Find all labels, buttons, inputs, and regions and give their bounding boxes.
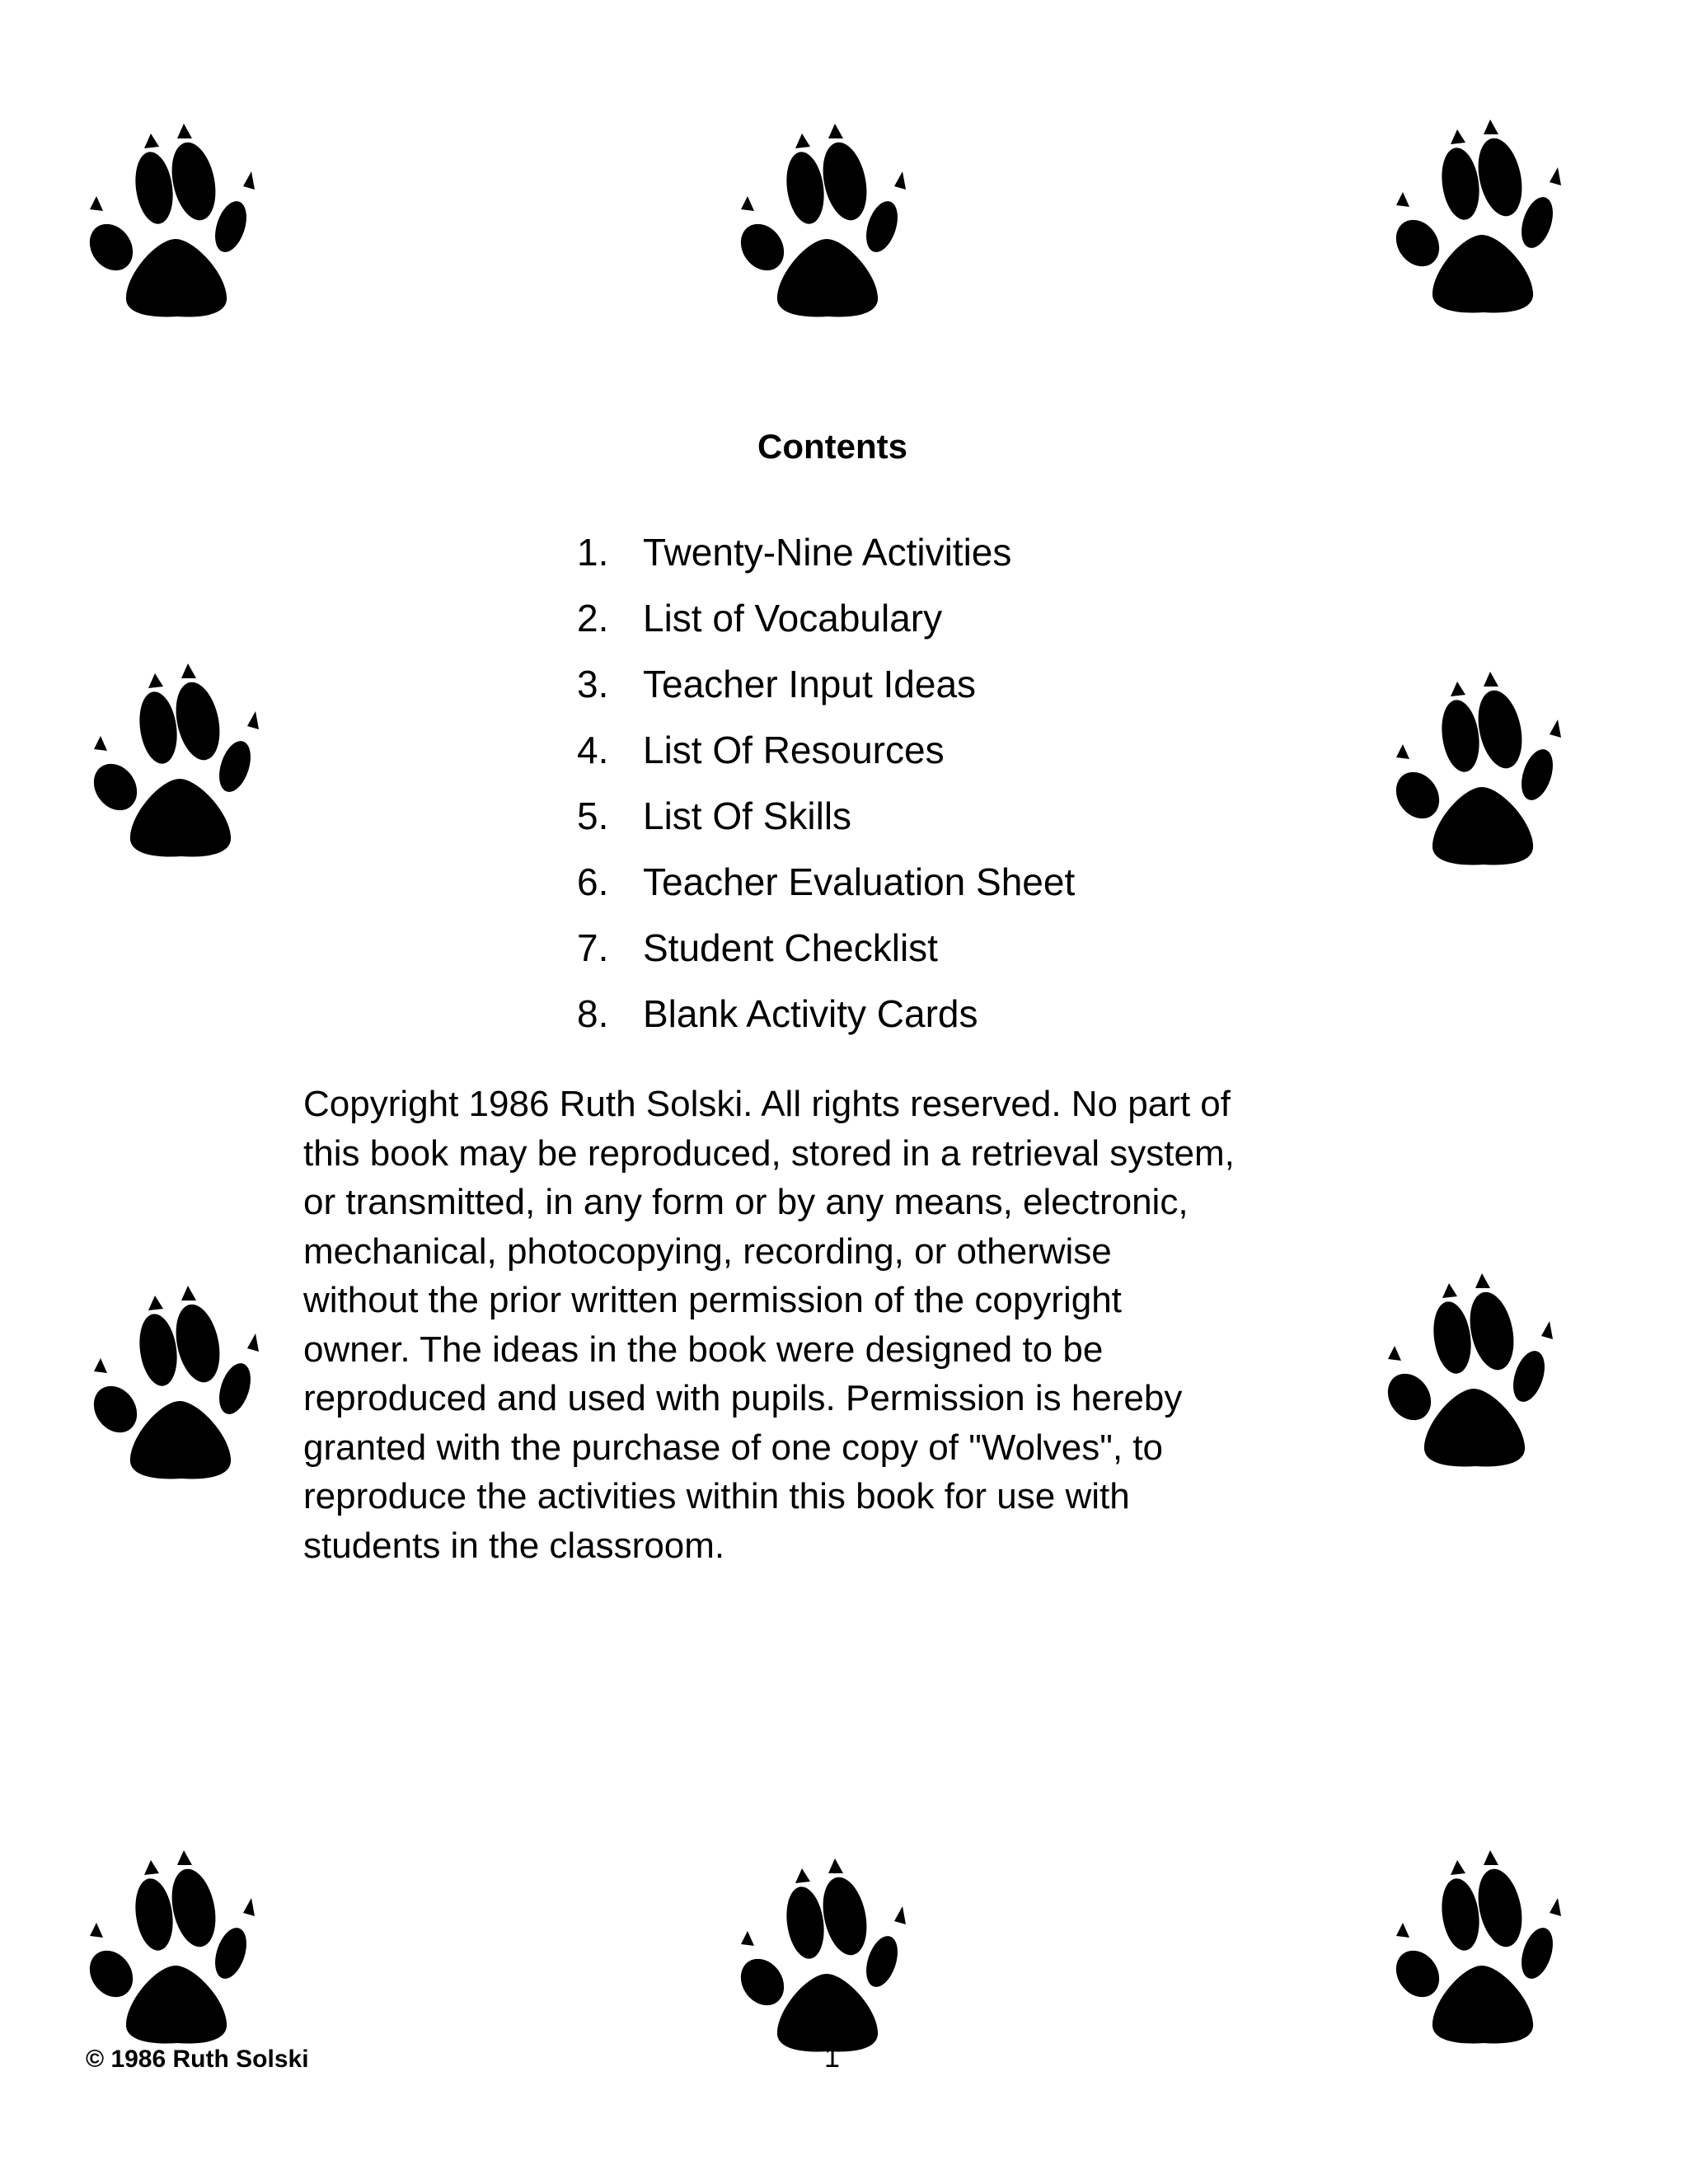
contents-title: Contents <box>757 427 907 466</box>
toc-item <box>577 791 1075 857</box>
copyright-line: or transmitted, in any form or by any means, electronic, <box>303 1182 1189 1222</box>
toc-item <box>577 659 1075 725</box>
toc-item <box>577 527 1075 593</box>
toc-label: List Of Skills <box>643 794 852 837</box>
toc-label: Twenty-Nine Activities <box>643 531 1012 574</box>
toc-number: 6. <box>577 860 609 903</box>
paw-print-icon <box>91 663 272 857</box>
copyright-notice <box>303 1080 1416 1570</box>
copyright-line: without the prior written permission of the copyright <box>303 1280 1122 1320</box>
footer-copyright: © 1986 Ruth Solski <box>86 2046 309 2073</box>
toc-number: 7. <box>577 926 609 969</box>
toc-item <box>577 857 1075 923</box>
toc-number: 8. <box>577 992 609 1035</box>
toc-number: 2. <box>577 597 609 640</box>
copyright-line: this book may be reproduced, stored in a retrieval system, <box>303 1132 1235 1174</box>
copyright-line: reproduce the activities within this book for use with <box>303 1476 1130 1516</box>
toc-item <box>577 725 1075 791</box>
toc-item <box>577 989 1075 1055</box>
toc-label: Teacher Input Ideas <box>643 663 977 705</box>
toc-number: 1. <box>577 531 609 574</box>
toc-number: 4. <box>577 729 609 771</box>
paw-print-icon <box>1393 672 1574 865</box>
toc-label: Teacher Evaluation Sheet <box>643 860 1076 903</box>
copyright-line: mechanical, photocopying, recording, or otherwise <box>303 1230 1112 1272</box>
toc-item <box>577 593 1075 659</box>
copyright-line: granted with the purchase of one copy of "Wolves", to <box>303 1427 1164 1468</box>
paw-print-icon <box>87 1850 268 2044</box>
toc-number: 5. <box>577 794 609 837</box>
copyright-line: reproduced and used with pupils. Permission is hereby <box>303 1378 1183 1418</box>
toc-label: List of Vocabulary <box>643 597 943 640</box>
paw-print-icon <box>1393 1850 1574 2044</box>
paw-print-icon <box>91 1286 272 1479</box>
copyright-line: students in the classroom. <box>303 1525 725 1566</box>
toc-label: List Of Resources <box>643 729 945 771</box>
copyright-line: owner. The ideas in the book were designed to be <box>303 1329 1104 1370</box>
page-number: 1 <box>824 2042 840 2074</box>
toc-item <box>577 923 1075 989</box>
paw-print-icon <box>738 1858 919 2052</box>
toc-label: Blank Activity Cards <box>643 992 978 1035</box>
toc-number: 3. <box>577 663 609 705</box>
copyright-line: Copyright 1986 Ruth Solski. All rights reserved. No part of <box>303 1084 1231 1124</box>
paw-print-icon <box>1393 120 1574 313</box>
toc-label: Student Checklist <box>643 926 938 969</box>
table-of-contents <box>577 527 1075 1055</box>
paw-print-icon <box>738 124 919 317</box>
paw-print-icon <box>87 124 268 317</box>
